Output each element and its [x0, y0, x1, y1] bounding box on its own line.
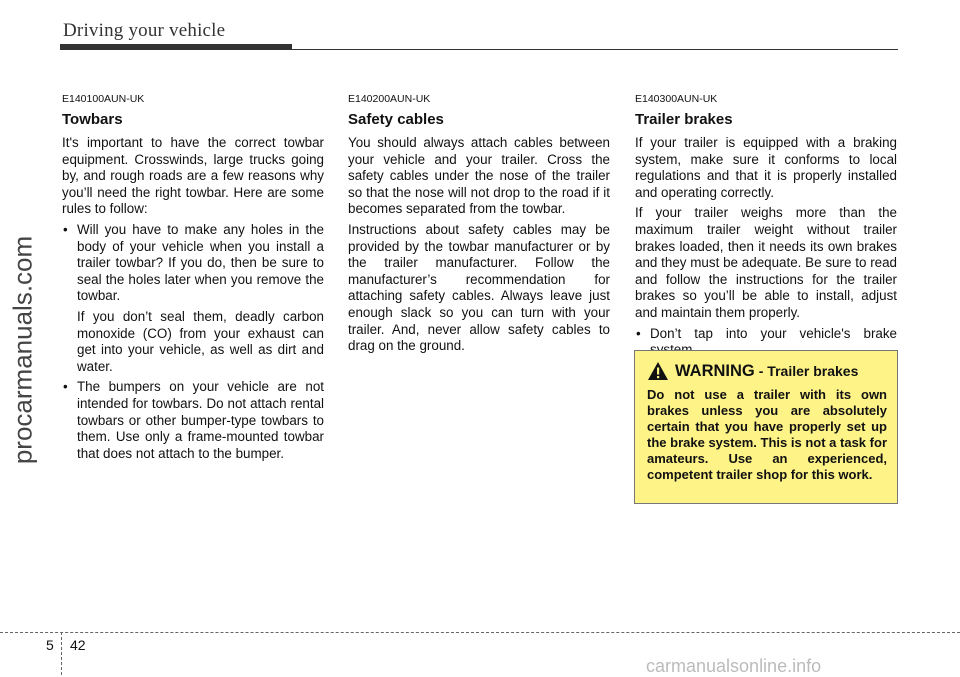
- bottom-watermark: carmanualsonline.info: [646, 656, 822, 676]
- towbars-bullet-2-text: The bumpers on your vehicle are not intended for towbars. Do not attach rental towbars or other bumper-type towbars to them. Use only a frame-mounted towbar that does not attach to the bumper.: [77, 379, 324, 461]
- header-rule: [60, 49, 898, 50]
- footer-dashed-rule: [0, 632, 960, 633]
- towbars-bullet-1-continuation: If you don’t seal them, deadly carbon monoxide (CO) from your exhaust can get into your vehicle, as well as dirt and water.: [77, 308, 324, 374]
- trailer-brakes-para-2: If your trailer weighs more than the maximum trailer weight without trailer brakes loaded, then it needs its own brakes and they must be adequate. Be sure to read and follow the instructions for the trailer brakes so you’ll be able to install, adjust and maintain them properly.: [635, 205, 897, 320]
- trailer-brakes-section: [635, 93, 897, 363]
- warning-label: WARNING: [675, 361, 755, 380]
- bullet-dot: •: [63, 379, 68, 395]
- towbars-intro: It's important to have the correct towbar equipment. Crosswinds, large trucks going by, and rough roads are a few reasons why you’ll need the right towbar. Here are some rules to follow:: [62, 135, 324, 217]
- towbars-section: [62, 93, 324, 466]
- safety-cables-heading: Safety cables: [348, 111, 444, 128]
- page-number: 42: [70, 637, 86, 653]
- safety-cables-para-2: Instructions about safety cables may be provided by the towbar manufacturer or by the trailer manufacturer. Follow the manufacturer’s recommendation for attaching safety cables. Always leave just enough slack so you can turn with your trailer. And, never allow safety cables to drag on the ground.: [348, 221, 610, 354]
- towbars-heading: Towbars: [62, 111, 123, 128]
- towbars-bullet-2: [62, 379, 324, 462]
- towbars-bullet-1-text: Will you have to make any holes in the body of your vehicle when you install a trailer towbar? If you do, then be sure to seal the holes later when you remove the towbar.: [77, 221, 324, 304]
- bullet-dot: •: [636, 325, 641, 341]
- trailer-brakes-bullet-1-text: Don’t tap into your vehicle's brake: [650, 325, 897, 341]
- warning-body: Do not use a trailer with its own brakes unless you are absolutely certain that you have properly set up the brake system. This is not a task for amateurs. Use an experienced, competent trailer shop for this work.: [647, 387, 887, 482]
- side-watermark: [0, 230, 46, 470]
- trailer-brakes-code: E140300AUN-UK: [635, 93, 718, 105]
- warning-box: [634, 350, 898, 504]
- towbars-bullet-1: [62, 222, 324, 305]
- warning-header: [647, 361, 887, 381]
- bullet-dot: •: [63, 221, 68, 237]
- side-watermark-text: procarmanuals.com: [7, 235, 38, 465]
- section-title: Driving your vehicle: [63, 20, 226, 41]
- footer-dashed-divider: [61, 632, 62, 675]
- safety-cables-section: [348, 93, 610, 359]
- trailer-brakes-heading: Trailer brakes: [635, 111, 733, 128]
- safety-cables-para-1: You should always attach cables between your vehicle and your trailer. Cross the safety cables under the nose of the trailer so that the nose will not drop to the road if it becomes separated from the towbar.: [348, 135, 610, 217]
- safety-cables-code: E140200AUN-UK: [348, 93, 431, 105]
- warning-subtitle: - Trailer brakes: [758, 363, 859, 379]
- warning-triangle-icon: [647, 361, 669, 381]
- chapter-number: 5: [46, 637, 54, 653]
- towbars-code: E140100AUN-UK: [62, 93, 145, 105]
- trailer-brakes-para-1: If your trailer is equipped with a braking system, make sure it conforms to local regulations and that it is properly installed and operating correctly.: [635, 135, 897, 200]
